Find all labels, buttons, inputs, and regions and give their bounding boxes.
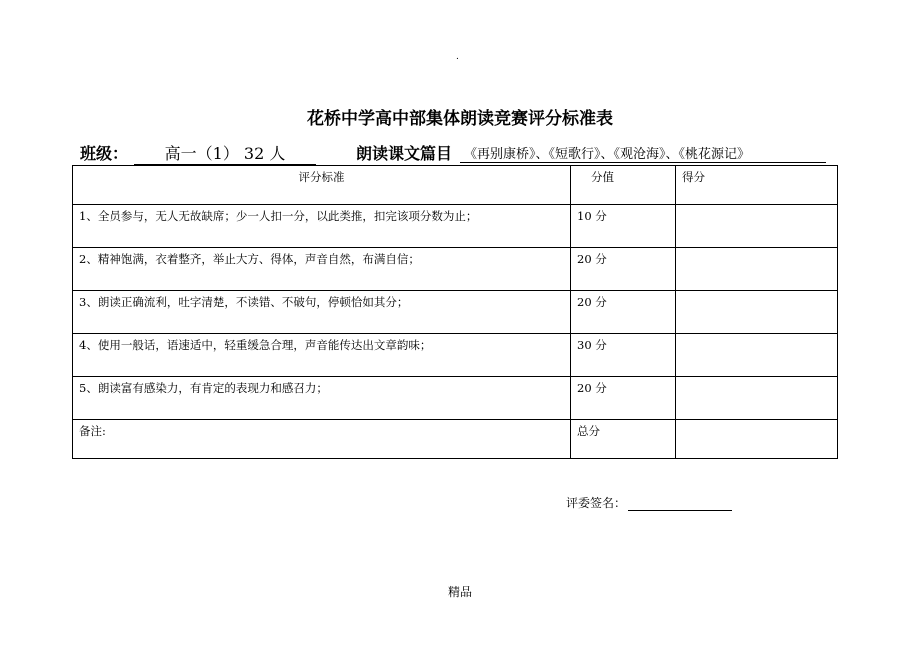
criteria-cell: 3、朗读正确流利，吐字清楚，不读错、不破句，停顿恰如其分；: [73, 291, 571, 334]
table-row: [73, 291, 838, 334]
text-list-value: 《再别康桥》、《短歌行》、《观沧海》、《桃花源记》: [460, 143, 826, 163]
total-score-cell[interactable]: [676, 420, 838, 459]
points-cell: 20 分: [571, 291, 676, 334]
score-cell[interactable]: [676, 334, 838, 377]
criteria-cell: 4、使用一般话，语速适中，轻重缓急合理，声音能传达出文章韵味；: [73, 334, 571, 377]
score-cell[interactable]: [676, 377, 838, 420]
table-row: [73, 334, 838, 377]
points-cell: 10 分: [571, 205, 676, 248]
criteria-cell: 1、全员参与，无人无故缺席；少一人扣一分，以此类推，扣完该项分数为止；: [73, 205, 571, 248]
info-line: [78, 139, 838, 163]
signature-label: 评委签名：: [566, 496, 627, 510]
table-row: [73, 248, 838, 291]
table-row: [73, 377, 838, 420]
table-row: [73, 205, 838, 248]
criteria-cell: 2、精神饱满，衣着整齐，举止大方、得体，声音自然，布满自信；: [73, 248, 571, 291]
footer-text: 精品: [447, 585, 472, 599]
header-dot: .: [456, 52, 459, 62]
score-cell[interactable]: [676, 248, 838, 291]
document-title: 花桥中学高中部集体朗读竞赛评分标准表: [307, 109, 613, 129]
score-cell[interactable]: [676, 291, 838, 334]
remark-cell[interactable]: 备注:: [73, 420, 571, 459]
class-value: 高一（1） 32 人: [134, 141, 316, 165]
points-cell: 20 分: [571, 248, 676, 291]
points-cell: 20 分: [571, 377, 676, 420]
class-label: 班级：: [80, 144, 129, 163]
points-cell: 30 分: [571, 334, 676, 377]
total-label-cell: 总分: [571, 420, 676, 459]
remark-row: [73, 420, 838, 459]
signature-line[interactable]: [628, 498, 732, 511]
table-header-row: [73, 166, 838, 205]
header-criteria: 评分标准: [73, 166, 571, 205]
score-cell[interactable]: [676, 205, 838, 248]
scoring-table: [72, 165, 838, 459]
header-score: 得分: [676, 166, 838, 205]
header-points: 分值: [571, 166, 676, 205]
criteria-cell: 5、朗读富有感染力，有肯定的表现力和感召力；: [73, 377, 571, 420]
judge-signature: [566, 494, 732, 511]
text-list-label: 朗读课文篇目: [356, 144, 453, 163]
